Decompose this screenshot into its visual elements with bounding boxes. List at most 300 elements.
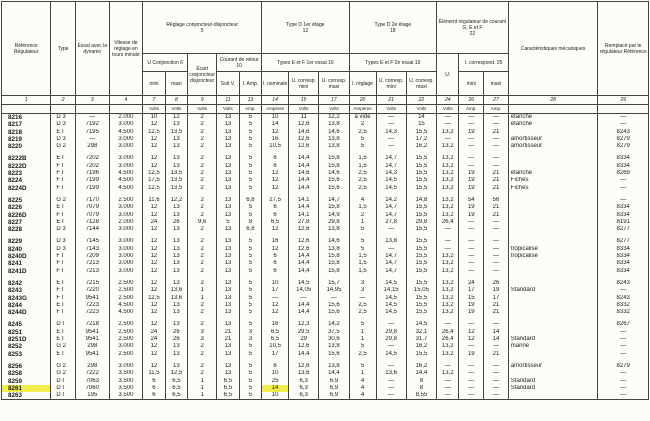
table-row <box>2 114 649 122</box>
cell-essai-dynamo: 298 <box>75 363 109 370</box>
cell-element-u: — <box>437 246 459 253</box>
cell-u-conjonction-maxi: 13 <box>165 363 187 370</box>
cell-courant-retour-volts: 13 <box>217 129 239 136</box>
header-soit-v: Soit V. <box>217 72 239 96</box>
cell-u-corresp-maxi: 15,8 <box>319 155 349 162</box>
cell-caracteristiques <box>508 321 598 328</box>
cell-u-conjonction-mini: 6 <box>143 392 165 400</box>
cell-i-corresp-mini: 17 <box>459 287 484 294</box>
cell-u-conjonction-mini: 12 <box>143 343 165 350</box>
cell-remplace-par: 8267 <box>598 321 649 328</box>
cell-regulator-type: E I <box>51 302 76 309</box>
cell-i-nominale: 12 <box>262 129 289 136</box>
cell-u-conjonction-mini: 12 <box>143 226 165 233</box>
cell-u-corresp-mini: 13,6 <box>289 370 319 377</box>
cell-u-corresp-maxi-2: 15,05 <box>406 287 436 294</box>
cell-u-conjonction-maxi: 13 <box>165 226 187 233</box>
cell-u-conjonction-mini: 12 <box>143 287 165 294</box>
cell-i-corresp-mini: — <box>459 155 484 162</box>
cell-i-nominale: 10,5 <box>262 143 289 150</box>
cell-u-corresp-maxi: 6,9 <box>319 385 349 392</box>
cell-i-reglage: 2 <box>349 121 376 128</box>
cell-element-u: — <box>437 114 459 122</box>
cell-courant-retour-volts: 13 <box>217 370 239 377</box>
cell-u-corresp-maxi: 13,8 <box>319 226 349 233</box>
cell-i-corresp-maxi: — <box>484 238 509 245</box>
cell-i-nominale: 10 <box>262 392 289 400</box>
cell-u-corresp-mini: 29,5 <box>289 329 319 336</box>
col-num: 13 <box>239 96 261 105</box>
table-row <box>2 197 649 204</box>
cell-u-corresp-mini-2: — <box>376 136 406 143</box>
cell-essai-dynamo: 7220 <box>75 287 109 294</box>
cell-ecart: 2 <box>188 129 217 136</box>
cell-remplace-par: 8334 <box>598 155 649 162</box>
cell-i-corresp-mini: — <box>459 268 484 275</box>
cell-remplace-par: — <box>598 343 649 350</box>
cell-i-reglage: 2,5 <box>349 185 376 192</box>
cell-i-corresp-mini: 19 <box>459 204 484 211</box>
cell-regulator-reference: 8251D <box>2 336 51 343</box>
cell-ecart: 1 <box>188 295 217 302</box>
cell-i-corresp-maxi: 21 <box>484 185 509 192</box>
cell-courant-retour-volts: 13 <box>217 143 239 150</box>
cell-essai-dynamo: 7213 <box>75 268 109 275</box>
units-row <box>2 105 649 114</box>
cell-u-corresp-mini: 14,4 <box>289 253 319 260</box>
cell-vitesse: 3.000 <box>109 143 143 150</box>
cell-u-corresp-maxi-2: 14 <box>406 114 436 122</box>
cell-ecart: 2 <box>188 136 217 143</box>
cell-i-corresp-mini: 19 <box>459 129 484 136</box>
cell-i-reglage: 1,5 <box>349 253 376 260</box>
cell-regulator-type: D I <box>51 385 76 392</box>
cell-u-corresp-mini-2: 14,5 <box>376 302 406 309</box>
cell-vitesse: 2.500 <box>109 287 143 294</box>
cell-courant-retour-amp: 8 <box>239 219 261 226</box>
cell-i-reglage: 1,5 <box>349 204 376 211</box>
cell-element-u: 13,2 <box>437 302 459 309</box>
cell-vitesse: 2.500 <box>109 280 143 287</box>
cell-essai-dynamo: 9541 <box>75 329 109 336</box>
cell-regulator-type: D I <box>51 321 76 328</box>
cell-u-conjonction-mini: 12 <box>143 246 165 253</box>
cell-i-corresp-maxi: 56 <box>484 197 509 204</box>
cell-remplace-par: — <box>598 336 649 343</box>
cell-i-corresp-maxi: — <box>484 219 509 226</box>
cell-i-corresp-mini: — <box>459 114 484 122</box>
header-reglage-group: Réglage conjoncteur-disjoncteur 5 <box>143 2 262 54</box>
cell-essai-dynamo: 7144 <box>75 226 109 233</box>
cell-u-conjonction-mini: 12 <box>143 121 165 128</box>
cell-element-u: 13,2 <box>437 143 459 150</box>
header-mini-2: mini <box>459 72 484 96</box>
cell-i-nominale: 25 <box>262 378 289 385</box>
unit-amperes: Ampères <box>349 105 376 114</box>
cell-u-conjonction-maxi: 13 <box>165 253 187 260</box>
cell-u-corresp-maxi-2: 15,5 <box>406 295 436 302</box>
cell-caracteristiques: Fiches <box>508 177 598 184</box>
header-type: Type <box>51 2 76 96</box>
col-num: 2 <box>51 96 76 105</box>
cell-i-corresp-maxi: 21 <box>484 204 509 211</box>
cell-caracteristiques <box>508 219 598 226</box>
cell-u-corresp-mini: 12,6 <box>289 136 319 143</box>
cell-caracteristiques: amortisseur <box>508 136 598 143</box>
cell-courant-retour-volts: 13 <box>217 238 239 245</box>
cell-courant-retour-amp: 6,8 <box>239 226 261 233</box>
cell-essai-dynamo: 9541 <box>75 351 109 358</box>
cell-essai-dynamo: 7143 <box>75 246 109 253</box>
cell-u-corresp-maxi-2: 15,5 <box>406 185 436 192</box>
cell-u-conjonction-maxi: 13 <box>165 204 187 211</box>
cell-i-corresp-mini: 19 <box>459 177 484 184</box>
col-num: 27 <box>484 96 509 105</box>
cell-courant-retour-amp: 5 <box>239 204 261 211</box>
cell-courant-retour-amp: 6,8 <box>239 197 261 204</box>
header-i-amp: I. Amp. <box>239 72 261 96</box>
cell-remplace-par: 8269 <box>598 170 649 177</box>
cell-u-corresp-mini-2: — <box>376 363 406 370</box>
cell-remplace-par: 8334 <box>598 163 649 170</box>
header-u-corresp-maxi-2: U. corresp. maxi <box>406 72 436 96</box>
cell-regulator-reference: 8227 <box>2 219 51 226</box>
cell-i-corresp-mini: 15 <box>459 295 484 302</box>
column-number-row <box>2 96 649 105</box>
cell-vitesse: 2.500 <box>109 321 143 328</box>
cell-u-corresp-mini: 27,8 <box>289 219 319 226</box>
table-row <box>2 309 649 316</box>
cell-ecart: 2 <box>188 343 217 350</box>
cell-u-conjonction-maxi: 13 <box>165 280 187 287</box>
cell-u-corresp-maxi-2: 15,5 <box>406 309 436 316</box>
cell-vitesse: 3.000 <box>109 253 143 260</box>
cell-u-corresp-maxi-2: 32,1 <box>406 329 436 336</box>
table-row <box>2 226 649 233</box>
cell-u-corresp-maxi-2: 15,5 <box>406 302 436 309</box>
cell-regulator-reference: 8219 <box>2 136 51 143</box>
cell-u-conjonction-mini: 12,5 <box>143 295 165 302</box>
cell-i-corresp-mini: — <box>459 136 484 143</box>
cell-regulator-type: D 3 <box>51 121 76 128</box>
header-u: U. <box>437 54 459 96</box>
table-row <box>2 219 649 226</box>
cell-regulator-type: D 3 <box>51 226 76 233</box>
cell-u-corresp-mini-2: 14,3 <box>376 129 406 136</box>
cell-ecart: 2 <box>188 121 217 128</box>
cell-element-u: 13,2 <box>437 268 459 275</box>
cell-u-corresp-mini-2: 14,7 <box>376 155 406 162</box>
cell-i-nominale: 6 <box>262 204 289 211</box>
cell-courant-retour-volts: 13 <box>217 309 239 316</box>
cell-i-corresp-mini: — <box>459 226 484 233</box>
cell-u-conjonction-mini: 12 <box>143 363 165 370</box>
cell-regulator-type: E I <box>51 336 76 343</box>
cell-u-corresp-maxi: 15,6 <box>319 177 349 184</box>
cell-caracteristiques: amortisseur <box>508 363 598 370</box>
cell-u-corresp-mini: 14,5 <box>289 280 319 287</box>
cell-essai-dynamo: 7192 <box>75 121 109 128</box>
cell-i-reglage: 4 <box>349 378 376 385</box>
cell-essai-dynamo: 7223 <box>75 302 109 309</box>
cell-regulator-reference: 8224D <box>2 185 51 192</box>
cell-remplace-par: 8334 <box>598 212 649 219</box>
cell-u-corresp-maxi: 13,8 <box>319 363 349 370</box>
cell-i-reglage: 5 <box>349 136 376 143</box>
cell-essai-dynamo: 7209 <box>75 253 109 260</box>
cell-u-corresp-mini-2: — <box>376 385 406 392</box>
cell-i-nominale: 6,5 <box>262 336 289 343</box>
cell-u-corresp-maxi-2: 15 <box>406 121 436 128</box>
cell-i-nominale: 10 <box>262 280 289 287</box>
cell-regulator-reference: 8258 <box>2 370 51 377</box>
col-num: 8 <box>165 96 187 105</box>
cell-ecart: 2 <box>188 260 217 267</box>
cell-regulator-reference: 8229 <box>2 238 51 245</box>
cell-courant-retour-amp: 5 <box>239 287 261 294</box>
cell-caracteristiques: tropicalisé <box>508 253 598 260</box>
cell-ecart: 3 <box>188 329 217 336</box>
cell-u-conjonction-maxi: 13,5 <box>165 170 187 177</box>
col-num: 14 <box>262 96 289 105</box>
cell-u-conjonction-mini: 12,5 <box>143 170 165 177</box>
cell-u-conjonction-mini: 11,5 <box>143 370 165 377</box>
cell-u-conjonction-maxi: 12,2 <box>165 197 187 204</box>
cell-regulator-reference: 8222D <box>2 163 51 170</box>
cell-i-corresp-mini: 12 <box>459 329 484 336</box>
cell-u-corresp-maxi: — <box>319 295 349 302</box>
cell-regulator-reference: 8241D <box>2 268 51 275</box>
cell-caracteristiques: étanche <box>508 121 598 128</box>
unit-volts: Volts <box>289 105 319 114</box>
cell-u-corresp-mini-2: 14,5 <box>376 177 406 184</box>
cell-courant-retour-amp: 5 <box>239 321 261 328</box>
cell-u-conjonction-mini: 12 <box>143 309 165 316</box>
cell-essai-dynamo: 195 <box>75 392 109 400</box>
cell-vitesse: 4.500 <box>109 170 143 177</box>
cell-u-corresp-maxi-2: 15,5 <box>406 238 436 245</box>
col-num: 9 <box>188 96 217 105</box>
cell-u-conjonction-maxi: 13,5 <box>165 177 187 184</box>
cell-i-reglage: 2,5 <box>349 177 376 184</box>
cell-regulator-reference: 8224 <box>2 177 51 184</box>
cell-caracteristiques: tropicalisé <box>508 246 598 253</box>
table-row <box>2 343 649 350</box>
cell-caracteristiques: Standard <box>508 385 598 392</box>
cell-u-conjonction-mini: 12 <box>143 268 165 275</box>
header-mini: mini <box>143 72 165 96</box>
cell-i-corresp-maxi: — <box>484 363 509 370</box>
cell-u-corresp-mini-2: 14,5 <box>376 280 406 287</box>
cell-u-corresp-mini-2: 14,7 <box>376 260 406 267</box>
cell-courant-retour-volts: 13 <box>217 163 239 170</box>
table-row <box>2 170 649 177</box>
cell-courant-retour-volts: 13 <box>217 246 239 253</box>
cell-element-u: 26,4 <box>437 219 459 226</box>
cell-essai-dynamo: 7202 <box>75 155 109 162</box>
cell-courant-retour-amp: 5 <box>239 343 261 350</box>
cell-regulator-reference: 8242 <box>2 280 51 287</box>
cell-u-conjonction-mini: 24 <box>143 336 165 343</box>
cell-remplace-par: — <box>598 329 649 336</box>
cell-i-nominale: 12 <box>262 177 289 184</box>
cell-u-conjonction-maxi: 13 <box>165 143 187 150</box>
cell-regulator-reference: 8243 <box>2 287 51 294</box>
cell-vitesse: 3.000 <box>109 155 143 162</box>
cell-regulator-reference: 8241 <box>2 260 51 267</box>
header-u-corresp-maxi: U. corresp. maxi <box>319 72 349 96</box>
cell-caracteristiques <box>508 280 598 287</box>
table-row <box>2 370 649 377</box>
cell-regulator-reference: 8218 <box>2 129 51 136</box>
header-maxi-2: maxi <box>484 72 509 96</box>
cell-u-corresp-maxi: 14,7 <box>319 197 349 204</box>
cell-i-corresp-maxi: — <box>484 268 509 275</box>
table-row <box>2 378 649 385</box>
cell-u-corresp-maxi-2: 15,5 <box>406 253 436 260</box>
cell-u-conjonction-maxi: 13 <box>165 321 187 328</box>
cell-regulator-type: G 2 <box>51 143 76 150</box>
cell-vitesse: 2.500 <box>109 197 143 204</box>
cell-regulator-reference: 8216 <box>2 114 51 122</box>
cell-essai-dynamo: 9541 <box>75 336 109 343</box>
cell-u-corresp-mini-2: — <box>376 114 406 122</box>
cell-u-conjonction-mini: 17,5 <box>143 177 165 184</box>
cell-courant-retour-amp: 5 <box>239 114 261 122</box>
cell-vitesse: 3.000 <box>109 343 143 350</box>
cell-i-corresp-mini: 19 <box>459 351 484 358</box>
cell-caracteristiques <box>508 351 598 358</box>
cell-i-reglage: 2 <box>349 212 376 219</box>
cell-i-nominale: 12 <box>262 226 289 233</box>
cell-u-corresp-mini-2: — <box>376 226 406 233</box>
cell-u-corresp-mini-2: 29,8 <box>376 329 406 336</box>
header-u-conjonction: U Conjonction 6 <box>143 54 188 72</box>
cell-u-corresp-maxi-2: 8,55 <box>406 392 436 400</box>
cell-u-conjonction-maxi: 13 <box>165 155 187 162</box>
cell-i-nominale: 12 <box>262 185 289 192</box>
cell-caracteristiques <box>508 392 598 400</box>
cell-i-corresp-maxi: 26 <box>484 280 509 287</box>
cell-u-corresp-mini: 6,3 <box>289 378 319 385</box>
cell-essai-dynamo: 7223 <box>75 309 109 316</box>
cell-u-corresp-maxi: 30,6 <box>319 336 349 343</box>
cell-u-conjonction-mini: 12 <box>143 136 165 143</box>
cell-i-corresp-mini: — <box>459 143 484 150</box>
cell-element-u: — <box>437 392 459 400</box>
unit-volts: Volts <box>188 105 217 114</box>
col-num: 7 <box>143 96 165 105</box>
cell-ecart: 9,6 <box>188 219 217 226</box>
cell-regulator-type: F I <box>51 295 76 302</box>
cell-courant-retour-amp: 5 <box>239 351 261 358</box>
cell-i-reglage: 5 <box>349 246 376 253</box>
cell-i-nominale: 8 <box>262 363 289 370</box>
cell-u-corresp-mini: 12,6 <box>289 363 319 370</box>
cell-vitesse: 4.500 <box>109 177 143 184</box>
cell-courant-retour-amp: 5 <box>239 136 261 143</box>
cell-u-corresp-mini: 14,4 <box>289 155 319 162</box>
table-row <box>2 336 649 343</box>
header-essai: Essai avec la dynamo <box>75 2 109 96</box>
cell-u-corresp-mini-2: — <box>376 321 406 328</box>
cell-u-corresp-maxi: 15,6 <box>319 351 349 358</box>
cell-essai-dynamo: 7145 <box>75 238 109 245</box>
cell-vitesse: 2.000 <box>109 114 143 122</box>
cell-ecart: 2 <box>188 114 217 122</box>
table-row <box>2 129 649 136</box>
cell-remplace-par: 8243 <box>598 129 649 136</box>
cell-regulator-reference: 8222B <box>2 155 51 162</box>
cell-u-conjonction-mini: 6 <box>143 385 165 392</box>
cell-i-reglage: 1 <box>349 329 376 336</box>
cell-vitesse: 3.000 <box>109 268 143 275</box>
header-ecart: Écart conjoncteur disjoncteur <box>188 54 217 96</box>
cell-ecart: 2 <box>188 321 217 328</box>
cell-essai-dynamo: 298 <box>75 343 109 350</box>
header-maxi: maxi <box>165 72 187 96</box>
cell-u-corresp-maxi-2: 15,5 <box>406 155 436 162</box>
table-row <box>2 351 649 358</box>
col-num: 1 <box>2 96 51 105</box>
cell-i-reglage: 4 <box>349 385 376 392</box>
cell-vitesse: 3.000 <box>109 238 143 245</box>
cell-u-corresp-mini: 14,6 <box>289 129 319 136</box>
cell-essai-dynamo: — <box>75 136 109 143</box>
cell-courant-retour-volts: 6,5 <box>217 385 239 392</box>
cell-u-corresp-maxi: 13,8 <box>319 343 349 350</box>
cell-caracteristiques <box>508 238 598 245</box>
cell-courant-retour-volts: 13 <box>217 177 239 184</box>
cell-courant-retour-amp: 5 <box>239 295 261 302</box>
unit-volts: Volts <box>376 105 406 114</box>
cell-essai-dynamo: 7215 <box>75 280 109 287</box>
cell-element-u: — <box>437 321 459 328</box>
cell-caracteristiques: amortisseur <box>508 143 598 150</box>
cell-u-corresp-maxi: 15,6 <box>319 185 349 192</box>
cell-i-corresp-maxi: 19 <box>484 287 509 294</box>
table-row <box>2 177 649 184</box>
cell-regulator-type: E I <box>51 351 76 358</box>
cell-courant-retour-amp: 3 <box>239 329 261 336</box>
cell-i-nominale: 12 <box>262 302 289 309</box>
cell-regulator-type: D 3 <box>51 246 76 253</box>
cell-u-conjonction-maxi: 13,6 <box>165 287 187 294</box>
cell-i-reglage: à vide <box>349 114 376 122</box>
cell-regulator-type: F I <box>51 185 76 192</box>
cell-ecart: 2 <box>188 253 217 260</box>
cell-i-reglage: 4 <box>349 392 376 400</box>
cell-i-reglage: 1,5 <box>349 163 376 170</box>
cell-u-conjonction-mini: 24 <box>143 219 165 226</box>
header-vitesse: Vitesse de réglage en tours minute <box>109 2 143 96</box>
cell-u-corresp-maxi: 14,4 <box>319 370 349 377</box>
cell-i-reglage: 1,5 <box>349 260 376 267</box>
cell-essai-dynamo: 7213 <box>75 260 109 267</box>
cell-u-corresp-maxi-2: 15,5 <box>406 170 436 177</box>
cell-caracteristiques: marine <box>508 343 598 350</box>
cell-ecart: 2 <box>188 212 217 219</box>
cell-courant-retour-amp: 5 <box>239 163 261 170</box>
cell-i-corresp-mini: — <box>459 238 484 245</box>
table-row <box>2 302 649 309</box>
cell-remplace-par: — <box>598 177 649 184</box>
cell-courant-retour-volts: 13 <box>217 136 239 143</box>
cell-ecart: 1 <box>188 378 217 385</box>
table-row <box>2 185 649 192</box>
cell-i-nominale: 6,5 <box>262 219 289 226</box>
cell-caracteristiques <box>508 204 598 211</box>
